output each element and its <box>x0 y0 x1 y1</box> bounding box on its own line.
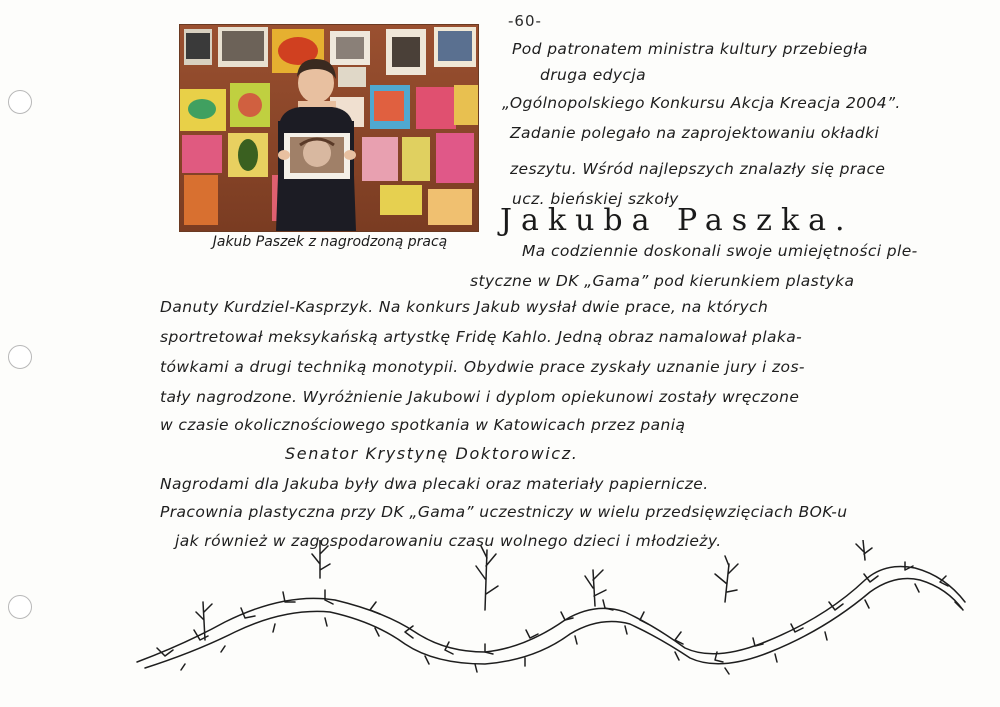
text-line-3: „Ogólnopolskiego Konkursu Akcja Kreacja 2004”. <box>502 94 901 112</box>
text-line-17: Pracownia plastyczna przy DK „Gama” uczestniczy w wielu przedsięwzięciach BOK-u <box>160 503 848 521</box>
text-line-5: zeszytu. Wśród najlepszych znalazły się prace <box>510 160 886 178</box>
text-line-11: sportretował meksykańską artystkę Fridę Kahlo. Jedną obraz namalował plaka- <box>160 328 803 346</box>
text-line-8: Ma codziennie doskonali swoje umiejętności ple- <box>522 242 918 260</box>
text-line-13: tały nagrodzone. Wyróżnienie Jakubowi i dyplom opiekunowi zostały wręczone <box>160 388 800 406</box>
text-line-12: tówkami a drugi techniką monotypii. Obydwie prace zyskały uznanie jury i zos- <box>160 358 805 376</box>
text-line-10: Danuty Kurdziel-Kasprzyk. Na konkurs Jakub wysłał dwie prace, na których <box>160 298 769 316</box>
text-line-15: Senator Krystynę Doktorowicz. <box>285 444 579 463</box>
punch-hole-middle <box>8 345 32 369</box>
photo-caption: Jakub Paszek z nagrodzoną pracą <box>212 234 448 250</box>
pine-branch-drawing <box>125 540 975 680</box>
text-line-14: w czasie okolicznościowego spotkania w Katowicach przez panią <box>160 416 686 434</box>
text-line-1: Pod patronatem ministra kultury przebiegła <box>512 40 868 58</box>
text-line-18: jak również w zagospodarowaniu czasu wolnego dzieci i młodzieży. <box>175 532 722 550</box>
text-line-4: Zadanie polegało na zaprojektowaniu okładki <box>510 124 880 142</box>
text-line-2: druga edycja <box>540 66 646 84</box>
text-line-16: Nagrodami dla Jakuba były dwa plecaki oraz materiały papiernicze. <box>160 475 709 493</box>
punch-hole-bottom <box>8 595 32 619</box>
photo-image <box>180 25 478 231</box>
text-line-6: ucz. bieńskiej szkoły <box>512 190 679 208</box>
photo-jakub-with-award <box>180 25 478 231</box>
punch-hole-top <box>8 90 32 114</box>
page-number: -60- <box>508 12 542 30</box>
student-name-heading: Jakuba Paszka. <box>500 203 854 238</box>
text-line-9: styczne w DK „Gama” pod kierunkiem plastyka <box>470 272 855 290</box>
